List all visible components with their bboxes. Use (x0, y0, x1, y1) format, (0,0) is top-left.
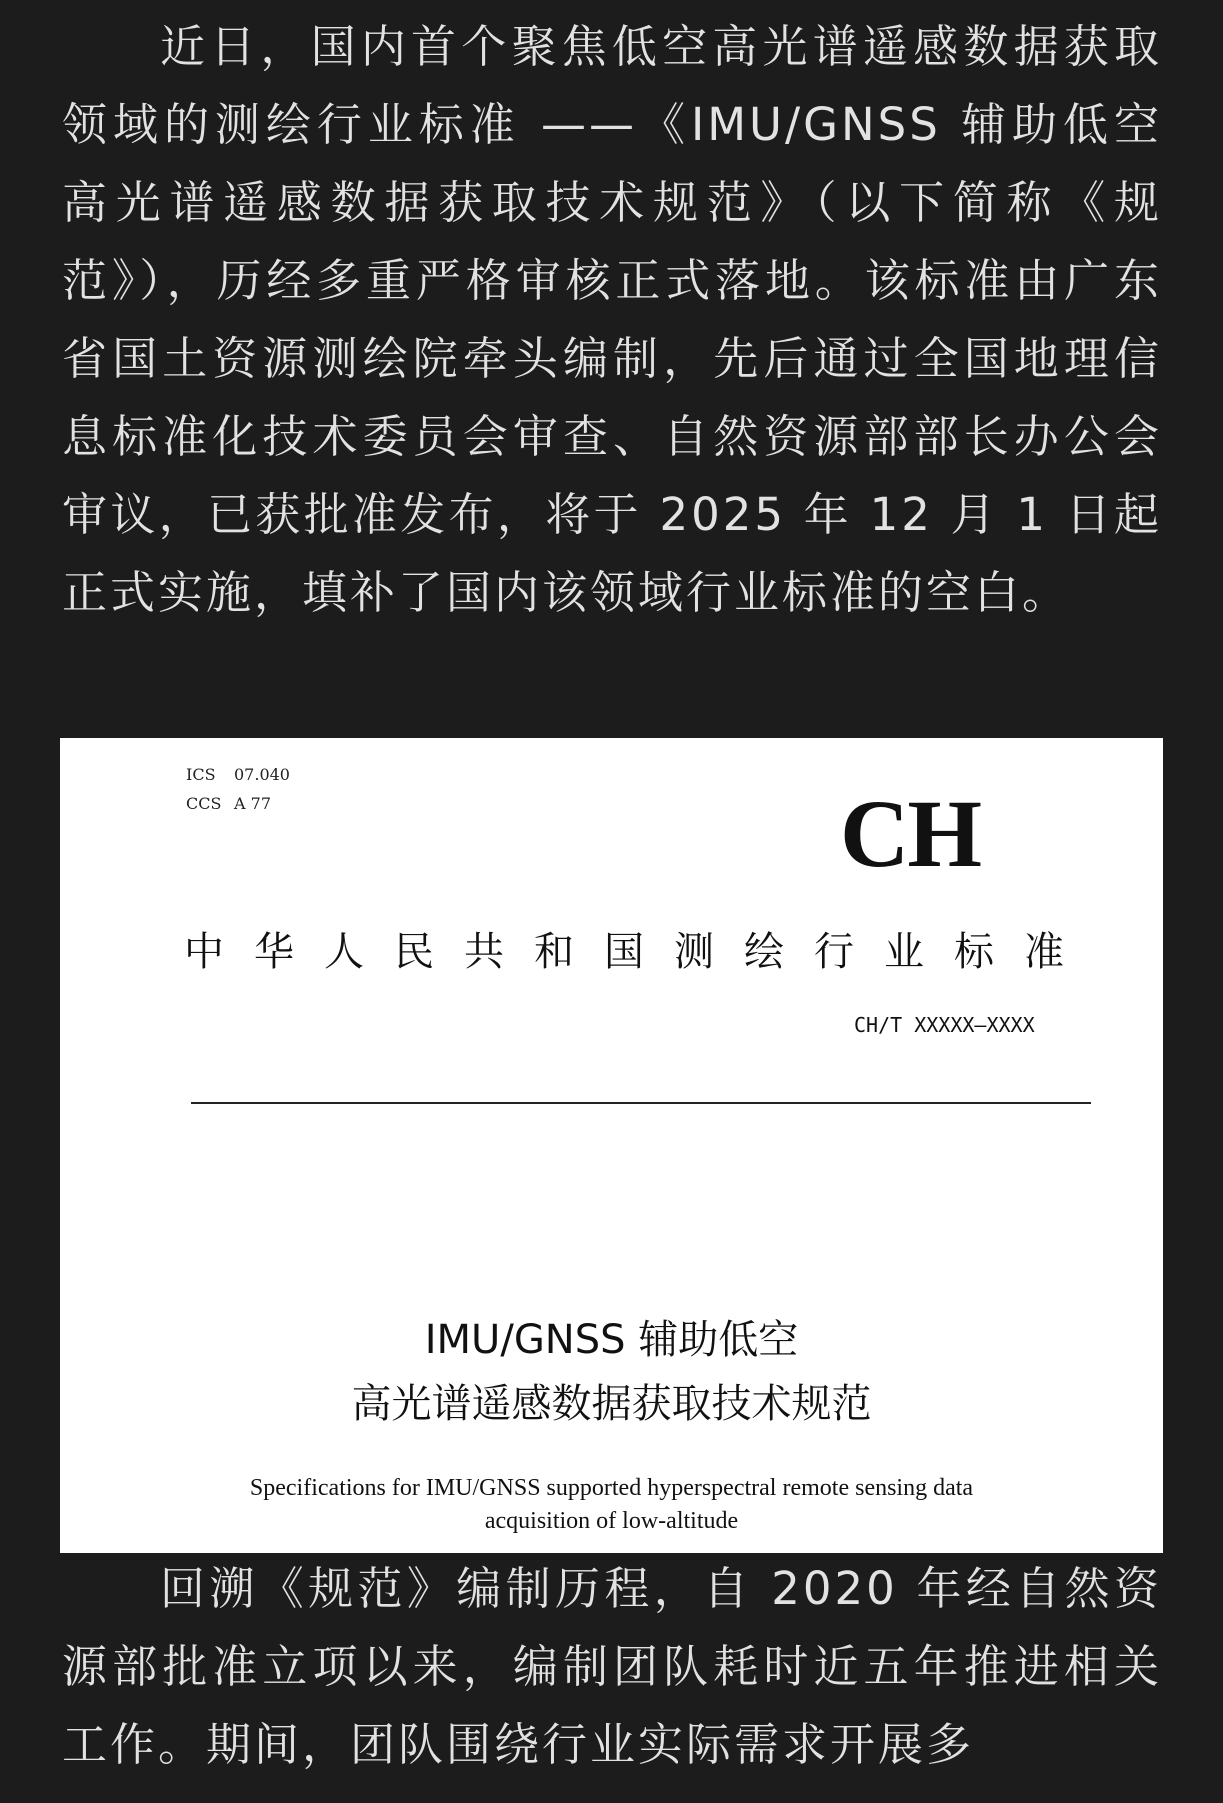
chinese-title (60, 1308, 1163, 1436)
ccs-code (186, 789, 290, 818)
ics-label: ICS (186, 765, 216, 784)
ccs-value: A 77 (234, 794, 271, 813)
standard-number: CH/T XXXXX—XXXX (854, 1013, 1035, 1037)
article-paragraph-intro: 近日，国内首个聚焦低空高光谱遥感数据获取领域的测绘行业标准 ——《IMU/GNSS 辅助低空高光谱遥感数据获取技术规范》（以下简称《规范》），历经多重严格审核正式落地。该标准由广东省国土资源测绘院牵头编制，先后通过全国地理信息标准化技术委员会审查、自然资源部部长办公会审议，已获批准发布，将于 2025 年 12 月 1 日起正式实施，填补了国内该领域行业标准的空白。 (62, 20, 1162, 619)
ics-value: 07.040 (234, 765, 290, 784)
ccs-label: CCS (186, 794, 222, 813)
cover-divider (191, 1102, 1091, 1104)
english-title-line-1: Specifications for IMU/GNSS supported hyperspectral remote sensing data (249, 1475, 974, 1501)
chinese-title-line-2: 高光谱遥感数据获取技术规范 (351, 1381, 872, 1427)
chinese-title-line-1: IMU/GNSS 辅助低空 (424, 1317, 799, 1363)
english-title (60, 1472, 1163, 1538)
standard-category-title: 中华人民共和国测绘行业标准 (184, 929, 1094, 975)
ics-code (186, 760, 290, 789)
ch-logo: CH (840, 780, 980, 887)
standard-cover-image (60, 738, 1163, 1553)
classification-codes (186, 760, 290, 818)
article-paragraph-history: 回溯《规范》编制历程，自 2020 年经自然资源部批准立项以来，编制团队耗时近五年推进相关工作。期间，团队围绕行业实际需求开展多 (62, 1562, 1162, 1771)
english-title-line-2: acquisition of low-altitude (484, 1508, 739, 1534)
